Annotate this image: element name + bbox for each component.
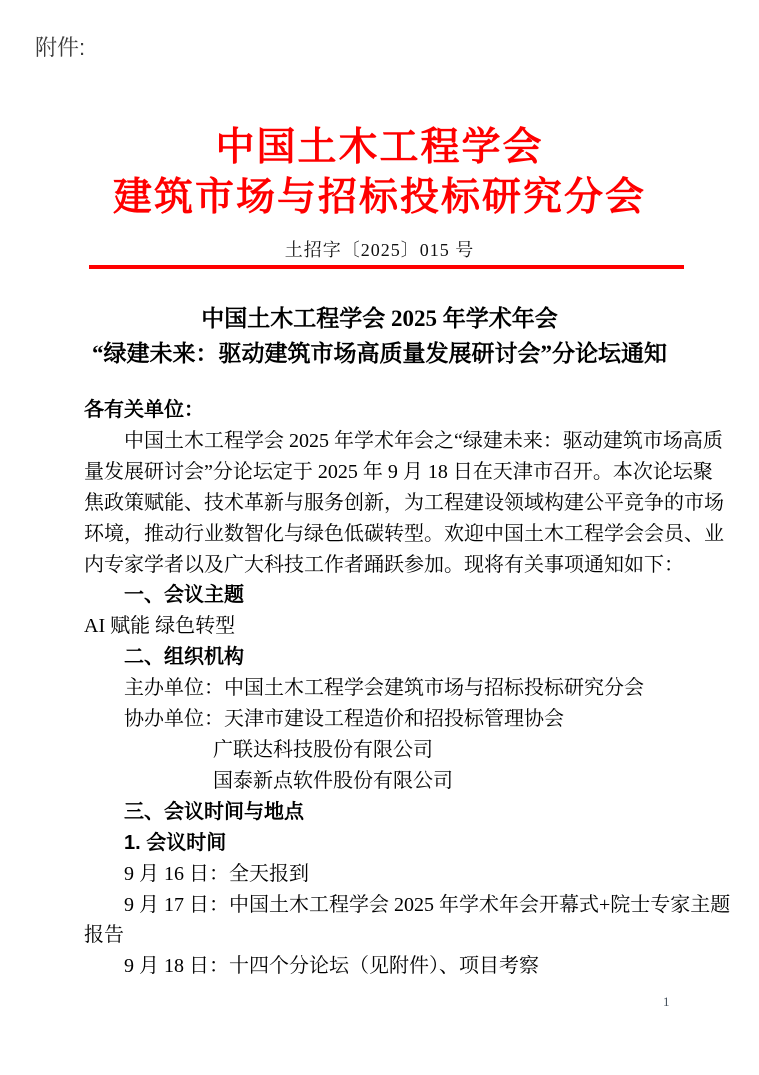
section-2-heading: 二、组织机构 bbox=[124, 646, 244, 669]
co-host-organization-1: 协办单位：天津市建设工程造价和招投标管理协会 bbox=[124, 708, 564, 731]
doc-number: 土招字〔2025〕015 号 bbox=[284, 240, 475, 260]
conference-theme: AI 赋能 绿色转型 bbox=[84, 615, 236, 638]
org-name-line2: 建筑市场与招标投标研究分会 bbox=[112, 176, 646, 219]
section-3-heading: 三、会议时间与地点 bbox=[124, 800, 304, 823]
intro-line-1: 中国土木工程学会 2025 年学术年会之“绿建未来：驱动建筑市场高质 bbox=[124, 429, 723, 452]
schedule-subheading: 1. 会议时间 bbox=[124, 831, 227, 854]
section-1-heading: 一、会议主题 bbox=[124, 584, 244, 607]
schedule-line-3: 9 月 18 日：十四个分论坛（见附件）、项目考察 bbox=[124, 955, 539, 978]
host-organization: 主办单位：中国土木工程学会建筑市场与招标投标研究分会 bbox=[124, 677, 644, 700]
co-host-organization-3: 国泰新点软件股份有限公司 bbox=[213, 769, 453, 792]
page-number: 1 bbox=[663, 994, 670, 1009]
notice-body bbox=[84, 395, 731, 982]
notice-title-line2: “绿建未来：驱动建筑市场高质量发展研讨会”分论坛通知 bbox=[92, 341, 667, 366]
intro-line-5: 内专家学者以及广大科技工作者踊跃参加。现将有关事项通知如下： bbox=[84, 553, 684, 576]
intro-line-2: 量发展研讨会”分论坛定于 2025 年 9 月 18 日在天津市召开。本次论坛聚 bbox=[84, 460, 713, 483]
intro-line-4: 环境，推动行业数智化与绿色低碳转型。欢迎中国土木工程学会会员、业 bbox=[84, 522, 724, 545]
co-host-organization-2: 广联达科技股份有限公司 bbox=[213, 738, 433, 761]
notice-title bbox=[0, 301, 759, 371]
intro-line-3: 焦政策赋能、技术革新与服务创新，为工程建设领域构建公平竞争的市场 bbox=[84, 491, 724, 514]
org-name-line1: 中国土木工程学会 bbox=[215, 126, 544, 169]
notice-title-line1: 中国土木工程学会 2025 年学术年会 bbox=[201, 306, 558, 331]
red-divider-rule bbox=[89, 265, 684, 269]
schedule-line-2-continuation: 报告 bbox=[84, 924, 124, 947]
attachment-label: 附件: bbox=[35, 35, 86, 60]
schedule-line-2: 9 月 17 日：中国土木工程学会 2025 年学术年会开幕式+院士专家主题 bbox=[124, 893, 731, 916]
schedule-line-1: 9 月 16 日：全天报到 bbox=[124, 862, 309, 885]
salutation: 各有关单位： bbox=[84, 399, 204, 421]
